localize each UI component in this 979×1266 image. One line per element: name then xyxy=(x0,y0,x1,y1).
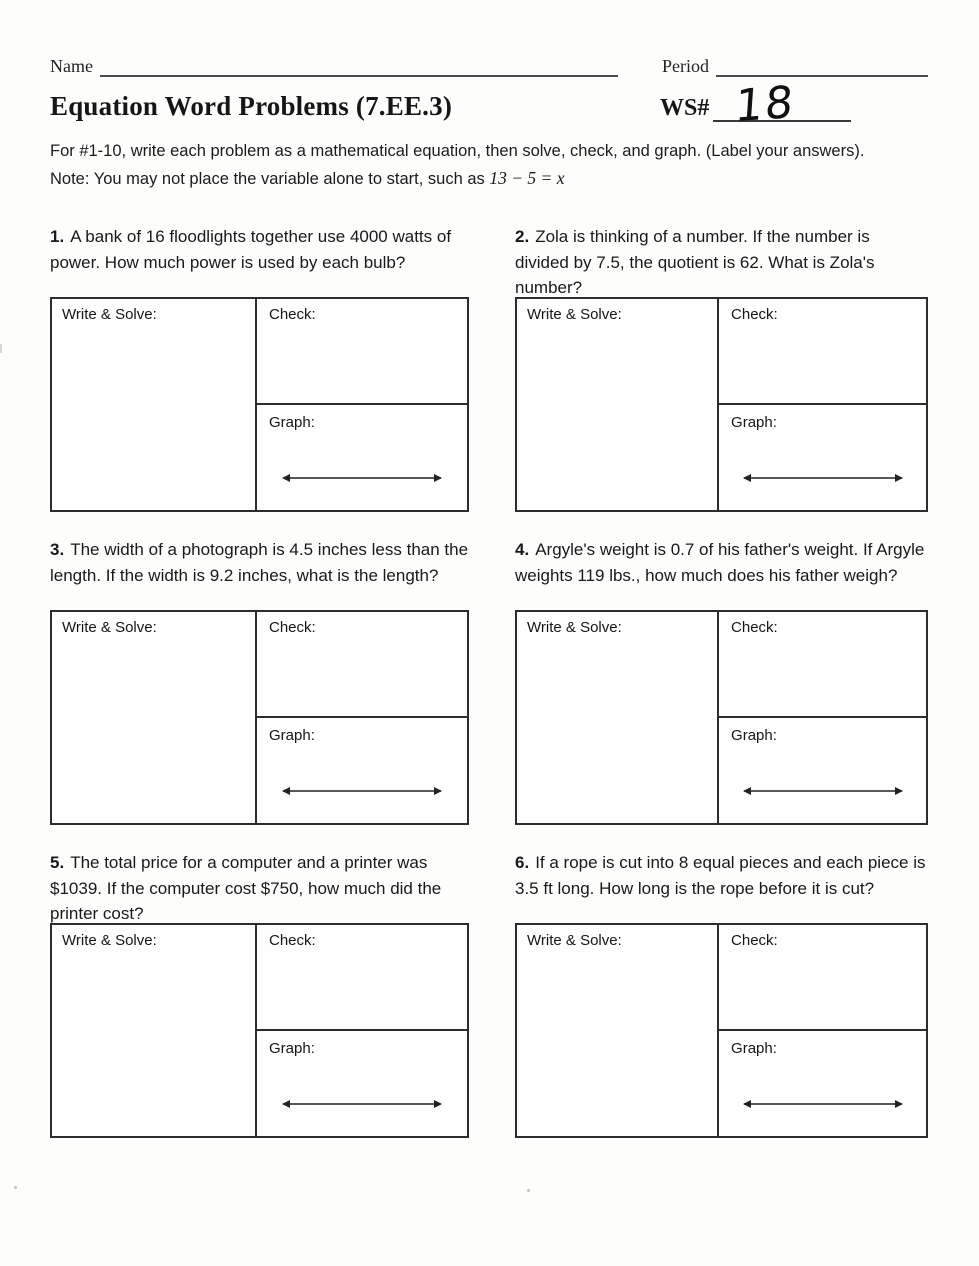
write-solve-label: Write & Solve: xyxy=(527,306,622,323)
scan-artifact xyxy=(527,1189,530,1192)
right-panes xyxy=(719,299,926,510)
problem-number: 2. xyxy=(515,227,530,246)
check-label: Check: xyxy=(269,932,316,949)
write-solve-area xyxy=(517,299,719,510)
work-box xyxy=(515,923,928,1138)
title-row xyxy=(50,76,928,133)
problem-number: 3. xyxy=(50,540,65,559)
check-label: Check: xyxy=(731,619,778,636)
write-solve-label: Write & Solve: xyxy=(62,932,157,949)
graph-area xyxy=(719,718,926,824)
problem-number: 5. xyxy=(50,853,65,872)
problem-5 xyxy=(50,850,469,1138)
problem-4 xyxy=(515,537,928,825)
write-solve-area xyxy=(52,925,257,1136)
graph-label: Graph: xyxy=(269,413,315,431)
graph-area xyxy=(719,405,926,511)
graph-label: Graph: xyxy=(269,1039,315,1057)
problem-number: 4. xyxy=(515,540,530,559)
ws-field xyxy=(660,76,928,133)
header-row xyxy=(50,56,928,77)
instructions-note-equation: 13 − 5 = x xyxy=(489,168,565,188)
right-panes xyxy=(257,925,467,1136)
work-box xyxy=(50,610,469,825)
graph-area xyxy=(257,718,467,824)
right-panes xyxy=(257,612,467,823)
page-title: Equation Word Problems (7.EE.3) xyxy=(50,91,453,121)
problem-statement xyxy=(515,224,928,297)
problem-text: If a rope is cut into 8 equal pieces and each piece is 3.5 ft long. How long is the rope before it is cut? xyxy=(515,853,926,898)
problem-2 xyxy=(515,224,928,512)
handwritten-ws-number: 18 xyxy=(733,76,798,133)
write-solve-label: Write & Solve: xyxy=(62,306,157,323)
graph-label: Graph: xyxy=(269,726,315,744)
check-area xyxy=(257,299,467,405)
problem-text: The width of a photograph is 4.5 inches less than the length. If the width is 9.2 inches, what is the length? xyxy=(50,540,469,585)
problem-3 xyxy=(50,537,469,825)
problem-statement xyxy=(50,537,469,607)
write-solve-label: Write & Solve: xyxy=(527,932,622,949)
check-label: Check: xyxy=(269,619,316,636)
period-label: Period xyxy=(662,56,709,76)
scan-artifact xyxy=(14,1186,17,1189)
check-area xyxy=(719,612,926,718)
ws-blank-line xyxy=(713,76,851,133)
name-blank-line xyxy=(100,57,618,77)
work-box xyxy=(50,297,469,512)
problem-statement xyxy=(50,850,469,923)
write-solve-label: Write & Solve: xyxy=(527,619,622,636)
check-area xyxy=(719,299,926,405)
graph-area xyxy=(257,405,467,511)
number-line-arrow-icon xyxy=(274,471,450,485)
name-label: Name xyxy=(50,56,93,76)
problem-number: 6. xyxy=(515,853,530,872)
right-panes xyxy=(257,299,467,510)
right-panes xyxy=(719,612,926,823)
check-label: Check: xyxy=(269,306,316,323)
problem-6 xyxy=(515,850,928,1138)
problem-statement xyxy=(515,537,928,607)
graph-label: Graph: xyxy=(731,726,777,744)
problem-statement xyxy=(50,224,469,294)
graph-label: Graph: xyxy=(731,1039,777,1057)
check-label: Check: xyxy=(731,932,778,949)
check-label: Check: xyxy=(731,306,778,323)
check-area xyxy=(257,925,467,1031)
ws-number-label: WS# xyxy=(660,95,710,121)
instructions xyxy=(50,138,928,193)
problem-statement xyxy=(515,850,928,920)
number-line-arrow-icon xyxy=(735,784,911,798)
problem-number: 1. xyxy=(50,227,65,246)
graph-label: Graph: xyxy=(731,413,777,431)
problem-text: Argyle's weight is 0.7 of his father's weight. If Argyle weights 119 lbs., how much does his father weigh? xyxy=(515,540,925,585)
write-solve-label: Write & Solve: xyxy=(62,619,157,636)
problem-text: Zola is thinking of a number. If the number is divided by 7.5, the quotient is 62. What is Zola's number? xyxy=(515,227,875,297)
right-panes xyxy=(719,925,926,1136)
problem-text: The total price for a computer and a printer was $1039. If the computer cost $750, how much did the printer cost? xyxy=(50,853,442,923)
period-blank-line xyxy=(716,57,928,77)
problems-grid xyxy=(50,224,928,1138)
period-field xyxy=(662,56,928,77)
name-field xyxy=(50,56,618,77)
number-line-arrow-icon xyxy=(274,1097,450,1111)
problem-1 xyxy=(50,224,469,512)
work-box xyxy=(50,923,469,1138)
number-line-arrow-icon xyxy=(735,1097,911,1111)
instructions-line: For #1-10, write each problem as a mathematical equation, then solve, check, and graph. (Label your answers). xyxy=(50,142,865,160)
check-area xyxy=(257,612,467,718)
work-box xyxy=(515,297,928,512)
number-line-arrow-icon xyxy=(735,471,911,485)
write-solve-area xyxy=(517,925,719,1136)
work-box xyxy=(515,610,928,825)
write-solve-area xyxy=(52,612,257,823)
write-solve-area xyxy=(52,299,257,510)
write-solve-area xyxy=(517,612,719,823)
graph-area xyxy=(719,1031,926,1137)
instructions-note: Note: You may not place the variable alone to start, such as xyxy=(50,170,490,188)
scan-artifact xyxy=(0,344,2,353)
number-line-arrow-icon xyxy=(274,784,450,798)
check-area xyxy=(719,925,926,1031)
problem-text: A bank of 16 floodlights together use 4000 watts of power. How much power is used by each bulb? xyxy=(50,227,452,272)
graph-area xyxy=(257,1031,467,1137)
